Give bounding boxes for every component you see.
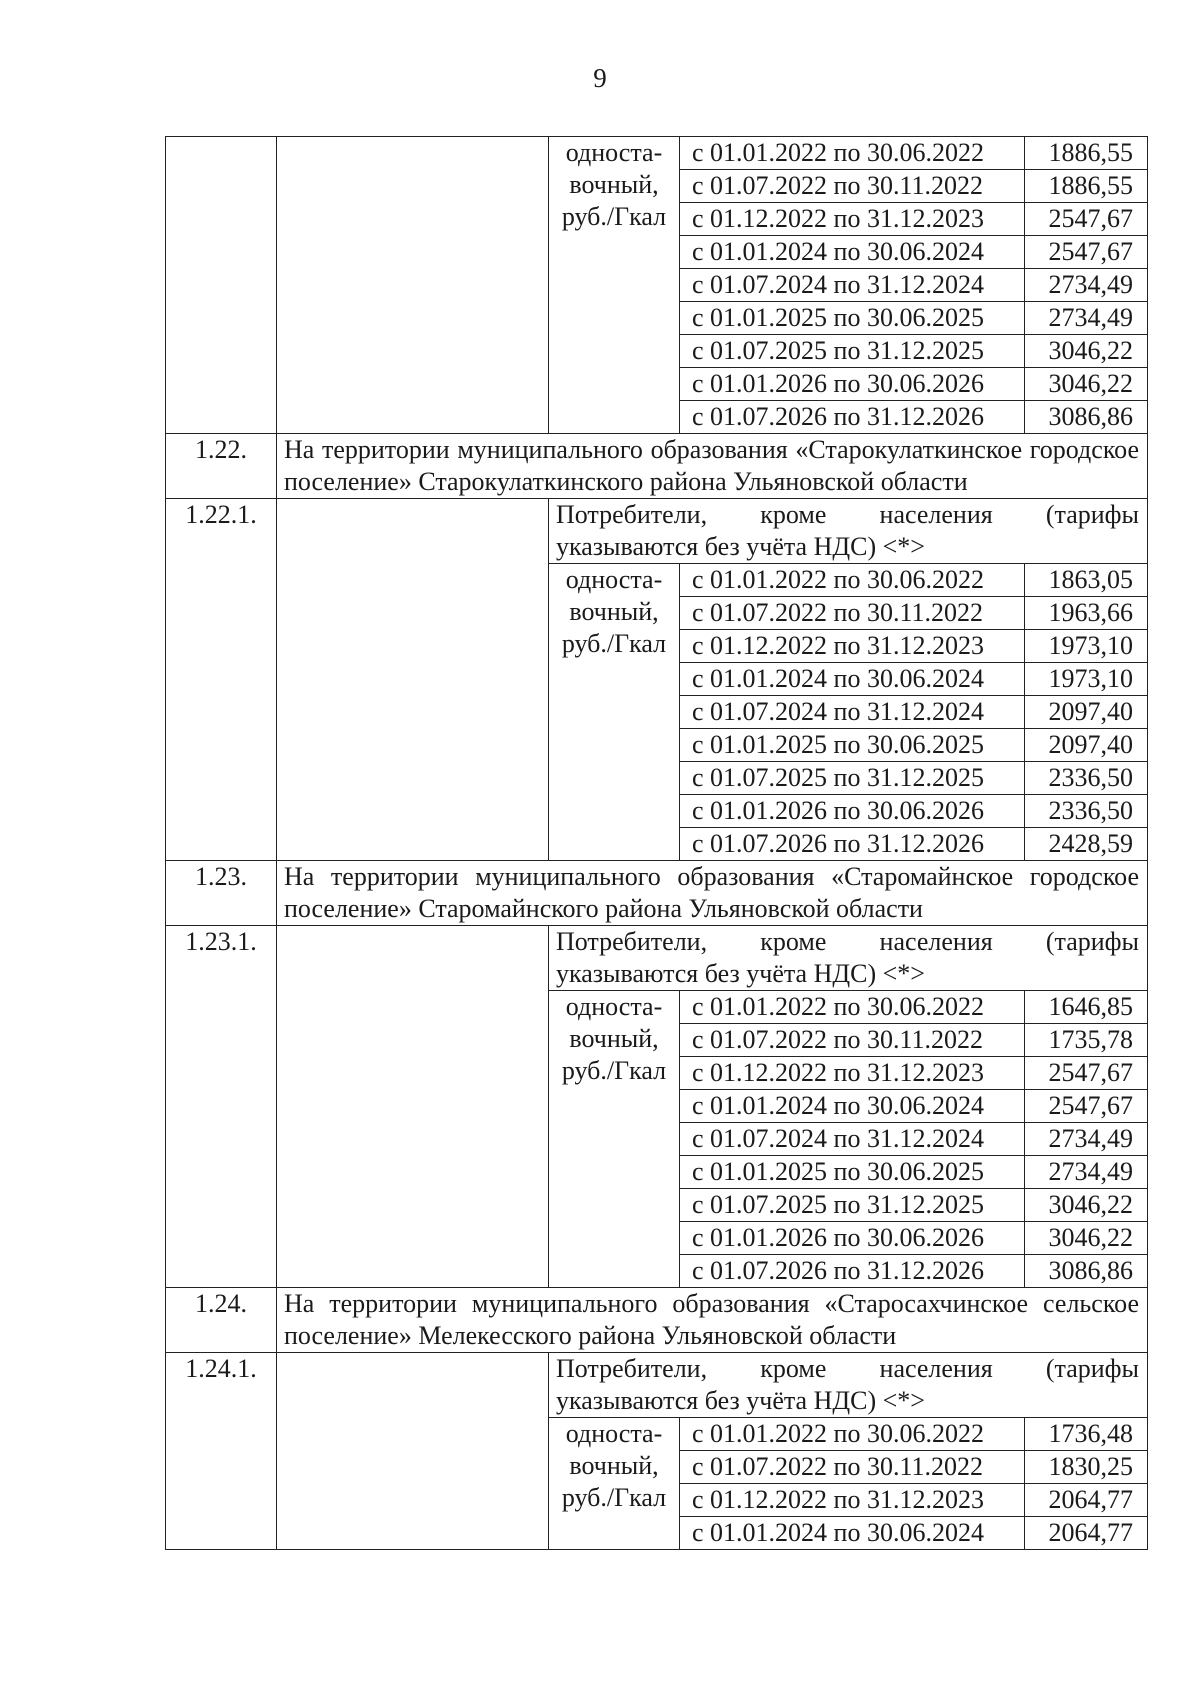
tariff-row [166,137,1148,170]
section-territory: На территории муниципального образования «Старосахчинское сельское поселение» Мелекесского района Ульяновской области [277,1288,1148,1353]
tariff-period: с 01.01.2024 по 30.06.2024 [680,1090,1025,1123]
section-number: 1.24. [166,1288,277,1353]
tariff-method: односта-вочный, руб./Гкал [549,991,680,1288]
section-header-row [166,434,1148,499]
tariff-value: 2428,59 [1025,828,1148,861]
tariff-value: 3086,86 [1025,1255,1148,1288]
tariff-period: с 01.01.2024 по 30.06.2024 [680,663,1025,696]
section-header-row [166,1288,1148,1353]
tariff-value: 1735,78 [1025,1024,1148,1057]
subsection-header-row [166,1353,1148,1418]
tariff-period: с 01.01.2026 по 30.06.2026 [680,1222,1025,1255]
tariff-value: 1973,10 [1025,630,1148,663]
section-header-row [166,861,1148,926]
tariff-period: с 01.07.2025 по 31.12.2025 [680,335,1025,368]
tariff-period: с 01.01.2022 по 30.06.2022 [680,1418,1025,1451]
tariff-period: с 01.01.2022 по 30.06.2022 [680,564,1025,597]
tariff-value: 3046,22 [1025,1189,1148,1222]
tariff-period: с 01.07.2024 по 31.12.2024 [680,1123,1025,1156]
section-number: 1.23. [166,861,277,926]
empty-name-cell [277,1353,549,1550]
tariff-value: 2734,49 [1025,302,1148,335]
tariff-value: 1886,55 [1025,170,1148,203]
tariff-value: 2097,40 [1025,696,1148,729]
subsection-header-row [166,499,1148,564]
tariff-period: с 01.01.2022 по 30.06.2022 [680,137,1025,170]
tariff-period: с 01.12.2022 по 31.12.2023 [680,203,1025,236]
tariff-value: 1863,05 [1025,564,1148,597]
tariff-value: 3046,22 [1025,368,1148,401]
tariff-value: 2064,77 [1025,1517,1148,1550]
tariff-period: с 01.01.2026 по 30.06.2026 [680,795,1025,828]
tariff-value: 2547,67 [1025,1057,1148,1090]
tariff-period: с 01.07.2026 по 31.12.2026 [680,828,1025,861]
tariff-value: 2336,50 [1025,762,1148,795]
tariff-period: с 01.07.2024 по 31.12.2024 [680,269,1025,302]
tariff-period: с 01.07.2022 по 30.11.2022 [680,1024,1025,1057]
tariff-period: с 01.01.2026 по 30.06.2026 [680,368,1025,401]
tariff-period: с 01.01.2022 по 30.06.2022 [680,991,1025,1024]
tariff-value: 3046,22 [1025,1222,1148,1255]
tariff-period: с 01.01.2024 по 30.06.2024 [680,1517,1025,1550]
tariff-period: с 01.07.2025 по 31.12.2025 [680,1189,1025,1222]
tariff-period: с 01.07.2022 по 30.11.2022 [680,1451,1025,1484]
tariff-period: с 01.01.2025 по 30.06.2025 [680,729,1025,762]
empty-name-cell [277,926,549,1288]
subsection-number: 1.22.1. [166,499,277,861]
tariff-value: 2064,77 [1025,1484,1148,1517]
tariff-method: односта-вочный, руб./Гкал [549,137,680,434]
tariff-value: 3046,22 [1025,335,1148,368]
tariff-value: 2547,67 [1025,1090,1148,1123]
subsection-number: 1.23.1. [166,926,277,1288]
page-number: 9 [593,63,607,93]
tariff-period: с 01.07.2022 по 30.11.2022 [680,597,1025,630]
tariff-value: 2734,49 [1025,269,1148,302]
tariff-value: 1973,10 [1025,663,1148,696]
tariff-value: 3086,86 [1025,401,1148,434]
tariff-period: с 01.01.2024 по 30.06.2024 [680,236,1025,269]
tariff-value: 1963,66 [1025,597,1148,630]
tariff-value: 1830,25 [1025,1451,1148,1484]
tariff-period: с 01.07.2025 по 31.12.2025 [680,762,1025,795]
tariff-period: с 01.07.2024 по 31.12.2024 [680,696,1025,729]
consumers-description: Потребители, кроме населения (тарифы указываются без учёта НДС) <*> [549,1353,1148,1418]
empty-number-cell [166,137,277,434]
tariff-value: 2547,67 [1025,236,1148,269]
subsection-header-row [166,926,1148,991]
empty-name-cell [277,137,549,434]
tariff-period: с 01.12.2022 по 31.12.2023 [680,1484,1025,1517]
tariff-table [165,136,1148,1550]
tariff-value: 2734,49 [1025,1156,1148,1189]
tariff-period: с 01.12.2022 по 31.12.2023 [680,1057,1025,1090]
section-number: 1.22. [166,434,277,499]
tariff-method: односта-вочный, руб./Гкал [549,1418,680,1550]
tariff-period: с 01.01.2025 по 30.06.2025 [680,1156,1025,1189]
tariff-value: 1736,48 [1025,1418,1148,1451]
tariff-value: 1646,85 [1025,991,1148,1024]
section-territory: На территории муниципального образования «Старокулаткинское городское поселение» Старокулаткинского района Ульяновской области [277,434,1148,499]
consumers-description: Потребители, кроме населения (тарифы указываются без учёта НДС) <*> [549,499,1148,564]
tariff-method: односта-вочный, руб./Гкал [549,564,680,861]
tariff-value: 1886,55 [1025,137,1148,170]
empty-name-cell [277,499,549,861]
tariff-period: с 01.01.2025 по 30.06.2025 [680,302,1025,335]
tariff-value: 2547,67 [1025,203,1148,236]
consumers-description: Потребители, кроме населения (тарифы указываются без учёта НДС) <*> [549,926,1148,991]
tariff-value: 2734,49 [1025,1123,1148,1156]
subsection-number: 1.24.1. [166,1353,277,1550]
tariff-period: с 01.07.2026 по 31.12.2026 [680,1255,1025,1288]
section-territory: На территории муниципального образования «Старомайнское городское поселение» Старомайнского района Ульяновской области [277,861,1148,926]
tariff-value: 2097,40 [1025,729,1148,762]
tariff-value: 2336,50 [1025,795,1148,828]
tariff-period: с 01.07.2022 по 30.11.2022 [680,170,1025,203]
tariff-period: с 01.12.2022 по 31.12.2023 [680,630,1025,663]
tariff-period: с 01.07.2026 по 31.12.2026 [680,401,1025,434]
